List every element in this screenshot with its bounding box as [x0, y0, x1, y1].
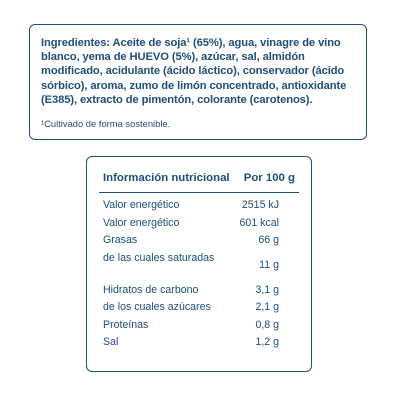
nutrition-header-per-100g: Por 100 g — [243, 172, 295, 184]
nutrition-row-label: Proteínas — [103, 318, 149, 331]
nutrition-row-saturated-fat — [103, 248, 295, 280]
nutrition-row-label: Hidratos de carbono — [103, 283, 199, 296]
nutrition-divider — [99, 192, 299, 193]
nutrition-row-label: Grasas — [103, 234, 138, 246]
nutrition-row-value: 2515 kJ — [241, 199, 279, 211]
nutrition-row-carbohydrates — [103, 280, 295, 298]
nutrition-row-value: 3,1 g — [255, 283, 279, 296]
nutrition-row-fat — [103, 230, 295, 248]
ingredients-footnote: ¹Cultivado de forma sostenible. — [41, 118, 171, 130]
nutrition-row-value: 2,1 g — [255, 301, 279, 313]
ingredients-panel — [29, 24, 367, 140]
nutrition-row-protein — [103, 315, 295, 333]
nutrition-row-label: Valor energético — [103, 216, 180, 229]
nutrition-row-label: de las cuales saturadas — [103, 251, 215, 264]
nutrition-row-label: de los cuales azúcares — [103, 301, 211, 313]
nutrition-row-value: 0,8 g — [255, 318, 279, 331]
nutrition-row-energy-kj — [103, 195, 295, 213]
nutrition-row-sugars — [103, 297, 295, 315]
nutrition-rows — [103, 195, 295, 350]
nutrition-row-value: 601 kcal — [239, 216, 279, 229]
nutrition-row-value: 1,2 g — [255, 336, 279, 348]
nutrition-row-value: 11 g — [259, 258, 279, 271]
nutrition-row-salt — [103, 332, 295, 350]
nutrition-table — [86, 156, 312, 372]
nutrition-row-energy-kcal — [103, 213, 295, 231]
nutrition-row-label: Sal — [103, 336, 119, 348]
nutrition-row-value: 66 g — [258, 234, 279, 246]
ingredients-text: Ingredientes: Aceite de soja¹ (65%), agua, vinagre de vino blanco, yema de HUEVO (5%), azúcar, sal, almidón modificado, acidulante (ácido láctico), conservador (ácido sórbico), aroma, zumo de limón concentrado, antioxidante (E385), extracto de pimentón, colorante (carotenos). — [41, 37, 347, 106]
nutrition-row-label: Valor energético — [103, 199, 180, 211]
nutrition-header-title: Información nutricional — [103, 172, 230, 184]
